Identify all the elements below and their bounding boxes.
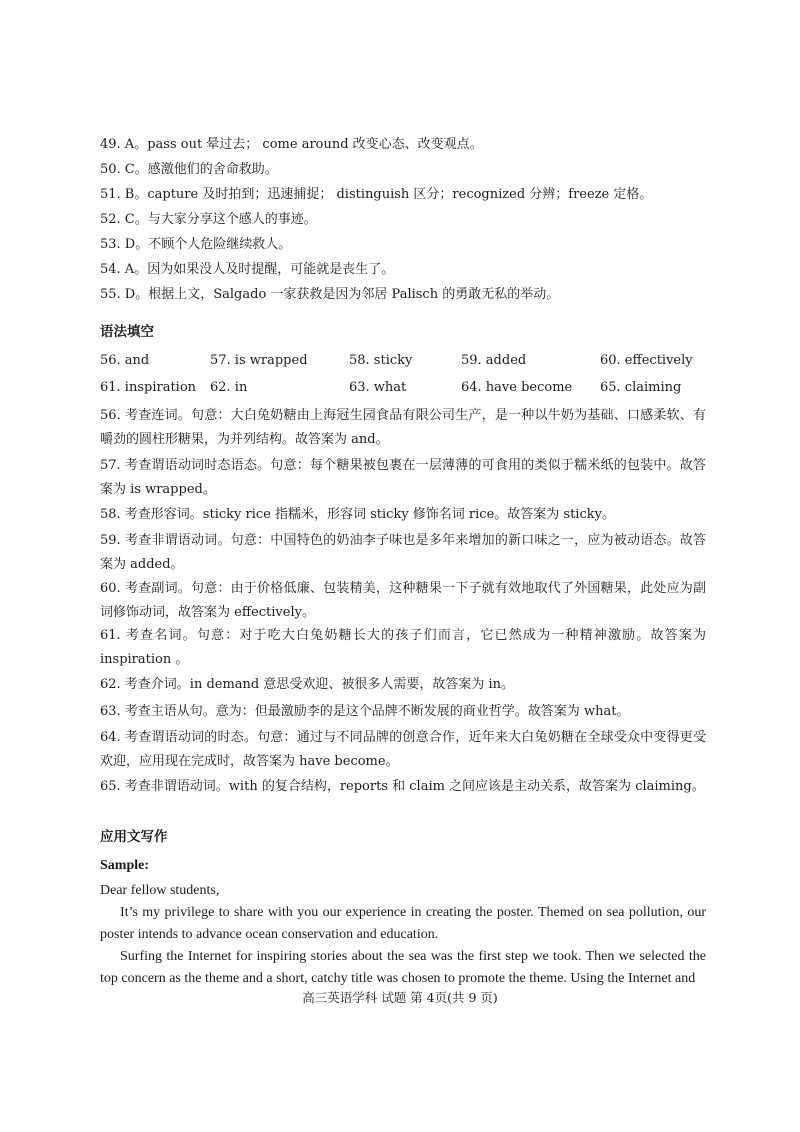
grammar-answer: 57. is wrapped <box>210 353 308 368</box>
answer-54: 54. A。因为如果没人及时提醒，可能就是丧生了。 <box>100 262 395 277</box>
grammar-answer: 61. inspiration <box>100 380 197 395</box>
letter-paragraph-1: It’s my privilege to share with you our experience in creating the poster. Themed on sea pollution, our poster intends to advance ocean conservation and education. <box>100 905 706 942</box>
explanation-58: 58. 考查形容词。sticky rice 指糯米，形容词 sticky 修饰名词 rice。故答案为 sticky。 <box>100 507 615 522</box>
explanation-64: 64. 考查谓语动词的时态。句意：通过与不同品牌的创意合作，近年来大白兔奶糖在全球受众中变得更受欢迎，应用现在完成时，故答案为 have become。 <box>100 730 706 769</box>
grammar-answer: 62. in <box>210 380 248 395</box>
explanation-60: 60. 考查副词。句意：由于价格低廉、包装精美，这种糖果一下子就有效地取代了外国糖果，此处应为副词修饰动词，故答案为 effectively。 <box>100 581 706 620</box>
grammar-answer: 63. what <box>349 380 407 395</box>
answer-50: 50. C。感激他们的舍命救助。 <box>100 162 278 177</box>
sample-label: Sample: <box>100 858 149 873</box>
grammar-answer-row-2 <box>100 377 710 399</box>
explanation-56: 56. 考查连词。句意：大白兔奶糖由上海冠生园食品有限公司生产，是一种以牛奶为基础、口感柔软、有嚼劲的圆柱形糖果，为并列结构。故答案为 and。 <box>100 408 706 447</box>
writing-section-title: 应用文写作 <box>100 829 168 845</box>
explanation-63: 63. 考查主语从句。意为：但最激励李的是这个品牌不断发展的商业哲学。故答案为 what。 <box>100 704 630 719</box>
explanation-62: 62. 考查介词。in demand 意思受欢迎、被很多人需要，故答案为 in。 <box>100 677 515 692</box>
explanation-61: 61. 考查名词。句意：对于吃大白兔奶糖长大的孩子们而言，它已然成为一种精神激励。故答案为 inspiration 。 <box>100 628 706 667</box>
explanation-65: 65. 考查非谓语动词。with 的复合结构，reports 和 claim 之间应该是主动关系，故答案为 claiming。 <box>100 779 705 794</box>
grammar-answer: 65. claiming <box>600 380 682 395</box>
grammar-answer: 59. added <box>461 353 527 368</box>
answer-51: 51. B。capture 及时拍到；迅速捕捉； distinguish 区分；recognized 分辨；freeze 定格。 <box>100 187 653 202</box>
answer-55: 55. D。根据上文，Salgado 一家获救是因为邻居 Palisch 的勇敢无私的举动。 <box>100 287 560 302</box>
letter-greeting: Dear fellow students, <box>100 883 220 898</box>
explanation-57: 57. 考查谓语动词时态语态。句意：每个糖果被包裹在一层薄薄的可食用的类似于糯米纸的包装中。故答案为 is wrapped。 <box>100 458 706 497</box>
answer-52: 52. C。与大家分享这个感人的事迹。 <box>100 212 317 227</box>
grammar-section-title: 语法填空 <box>100 324 154 340</box>
answer-49: 49. A。pass out 晕过去； come around 改变心态、改变观点。 <box>100 137 483 152</box>
explanation-59: 59. 考查非谓语动词。句意：中国特色的奶油李子味也是多年来增加的新口味之一，应为被动语态。故答案为 added。 <box>100 533 706 572</box>
grammar-answer-row-1 <box>100 350 710 372</box>
grammar-answer: 58. sticky <box>349 353 413 368</box>
grammar-answer: 64. have become <box>461 380 573 395</box>
page-footer: 高三英语学科 试题 第 4页(共 9 页) <box>302 990 498 1005</box>
answer-53: 53. D。不顾个人危险继续救人。 <box>100 237 292 252</box>
grammar-answer: 56. and <box>100 353 150 368</box>
grammar-answer: 60. effectively <box>600 353 693 368</box>
letter-paragraph-2: Surfing the Internet for inspiring stories about the sea was the first step we took. Then we selected the top concern as the theme and a short, catchy title was chosen to promote the theme. Using the Internet and <box>100 949 706 986</box>
